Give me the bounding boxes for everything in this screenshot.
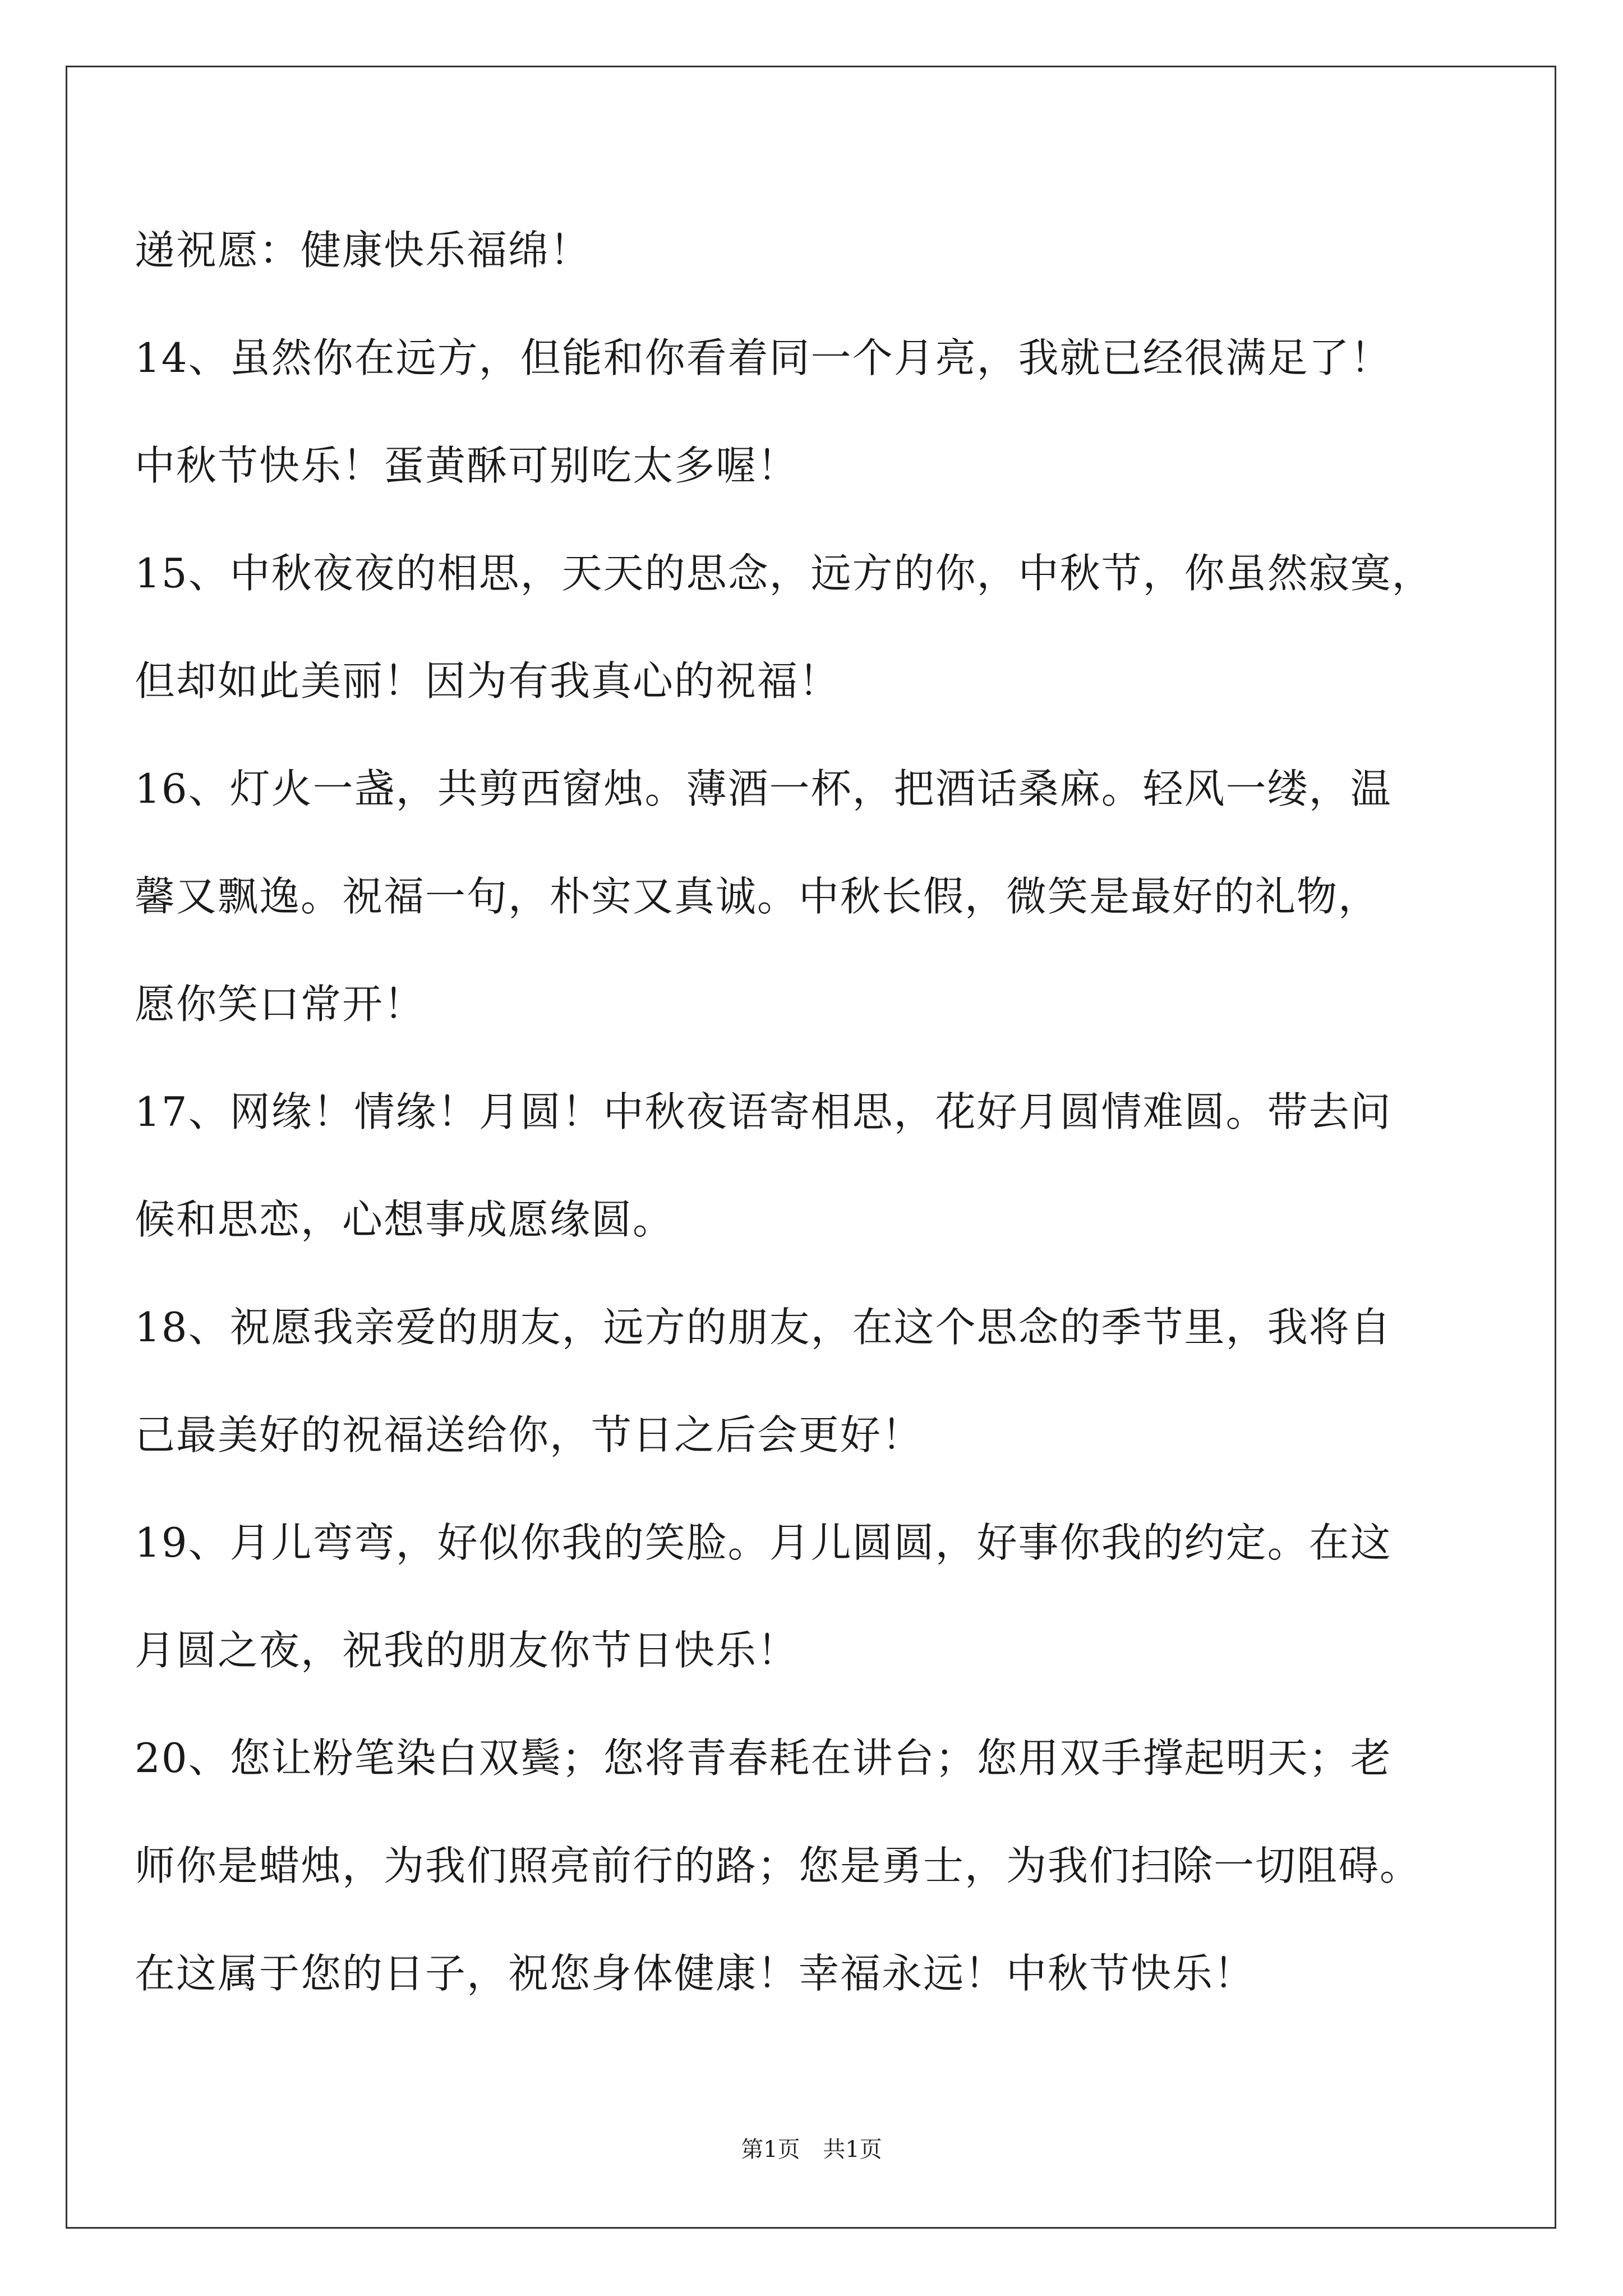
text-line: 但却如此美丽！因为有我真心的祝福！: [135, 657, 841, 705]
text-line: 14、虽然你在远方，但能和你看着同一个月亮，我就已经很满足了！: [135, 334, 1392, 381]
text-line: 17、网缘！情缘！月圆！中秋夜语寄相思，花好月圆情难圆。带去问: [135, 1088, 1392, 1135]
page-footer: [0, 2132, 1623, 2164]
text-line: 15、中秋夜夜的相思，天天的思念，远方的你，中秋节，你虽然寂寞，: [135, 550, 1433, 597]
text-line: 16、灯火一盏，共剪西窗烛。薄酒一杯，把酒话桑麻。轻风一缕，温: [135, 765, 1392, 812]
text-line: 19、月儿弯弯，好似你我的笑脸。月儿圆圆，好事你我的约定。在这: [135, 1519, 1392, 1566]
text-line: 己最美好的祝福送给你，节日之后会更好！: [135, 1411, 924, 1458]
text-line: 递祝愿：健康快乐福绵！: [135, 227, 592, 274]
text-line: 师你是蜡烛，为我们照亮前行的路；您是勇士，为我们扫除一切阻碍。: [135, 1842, 1422, 1889]
page-number: 第1页: [741, 2137, 800, 2162]
page-frame: [66, 66, 1556, 2229]
text-line: 愿你笑口常开！: [135, 981, 426, 1028]
text-line: 在这属于您的日子，祝您身体健康！幸福永远！中秋节快乐！: [135, 1950, 1256, 1997]
page-total: 共1页: [823, 2137, 882, 2162]
text-line: 月圆之夜，祝我的朋友你节日快乐！: [135, 1627, 799, 1674]
text-line: 候和思恋，心想事成愿缘圆。: [135, 1196, 675, 1243]
text-line: 中秋节快乐！蛋黄酥可别吃太多喔！: [135, 442, 799, 489]
text-line: 18、祝愿我亲爱的朋友，远方的朋友，在这个思念的季节里，我将自: [135, 1304, 1392, 1351]
text-line: 馨又飘逸。祝福一句，朴实又真诚。中秋长假，微笑是最好的礼物，: [135, 873, 1380, 920]
text-line: 20、您让粉笔染白双鬓；您将青春耗在讲台；您用双手撑起明天；老: [135, 1734, 1392, 1782]
